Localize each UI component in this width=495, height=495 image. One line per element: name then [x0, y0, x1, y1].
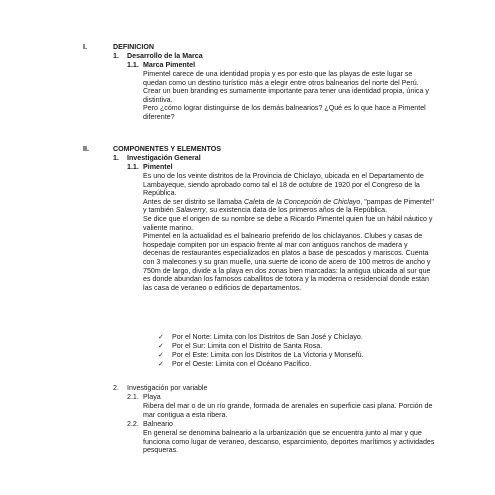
list-item: ✓ Por el Sur: Limita con el Distrito de Santa Rosa.: [158, 342, 323, 350]
subsection-title-desarrollo-marca: Desarrollo de la Marca: [127, 52, 203, 60]
paragraph: Antes de ser distrito se llamaba Caleta de la Concepción de Chiclayo, "pampas de Pimentel" y también Salaverry, su existencia data de los primeros años de la República.: [143, 197, 434, 215]
section-number-1: I.: [83, 43, 87, 51]
section-number-2: II.: [83, 145, 89, 153]
subsection-number: 2.: [113, 384, 119, 392]
subsubsection-number: 2.2.: [127, 420, 139, 428]
pimentel-text: [143, 172, 435, 292]
subsubsection-number: 1.1.: [127, 61, 139, 69]
checkmark-icon: ✓: [158, 342, 164, 350]
list-item: ✓ Por el Norte: Limita con los Distritos de San José y Chiclayo.: [158, 333, 363, 341]
subsection-number: 1.: [113, 154, 119, 162]
subsubsection-title-balneario: Balneario: [143, 420, 173, 428]
paragraph: Pimentel carece de una identidad propia y es por esto que las playas de este lugar se quedan como un destino turístico más a elegir entre otros balnearios del norte del Perú.: [143, 70, 419, 87]
list-item: ✓ Por el Este: Limita con los Distritos de La Victoria y Monsefú.: [158, 351, 364, 359]
subsection-title-investigacion-general: Investigación General: [127, 154, 201, 162]
paragraph: Se dice que el origen de su nombre se debe a Ricardo Pimentel quien fue un hábil náutico y valiente marino.: [143, 214, 433, 232]
subsection-title-investigacion-variable: Investigación por variable: [127, 384, 208, 392]
balneario-text: En general se denomina balneario a la urbanización que se encuentra junto al mar y que funciona como lugar de veraneo, descanso, esparcimiento, deportes marítimos y actividades pesqueras.: [143, 429, 435, 455]
section-title-definicion: DEFINICION: [113, 43, 154, 51]
checkmark-icon: ✓: [158, 360, 164, 368]
section-title-componentes: COMPONENTES Y ELEMENTOS: [113, 145, 222, 153]
subsubsection-number: 1.1.: [127, 163, 139, 171]
paragraph: Es uno de los veinte distritos de la Provincia de Chiclayo, ubicada en el Departamento de Lambayeque, siendo aprobado como tal el 18 de octubre de 1920 por el Congreso de la República.: [143, 172, 424, 198]
playa-text: Ribera del mar o de un río grande, formada de arenales en superficie casi plana. Porción de mar contigua a esta ribera.: [143, 402, 433, 419]
subsubsection-number: 2.1.: [127, 393, 139, 401]
subsubsection-title-marca-pimentel: Marca Pimentel: [143, 61, 196, 69]
subsubsection-title-playa: Playa: [143, 393, 161, 401]
paragraph: Pimentel en la actualidad es el balneario preferido de los chiclayanos. Clubes y casas de hospedaje compiten por un espacio frente al mar con antiguos ranchos de madera y decenas de restaurantes especializados en platos a base de pescados y mariscos. Cuenta con 3 malecones y su gran muelle, una suerte de icono de acero de 100 metros de ancho y 750m de largo, divide a la playa en dos zonas bien marcadas: la antigua ubicada al sur que es donde abundan los famosos caballitos de totora y la moderna o residencial donde están las casa de veraneo o edificios de departamentos.: [143, 232, 431, 292]
subsubsection-title-pimentel: Pimentel: [143, 163, 173, 171]
checkmark-icon: ✓: [158, 333, 164, 341]
subsection-number: 1.: [113, 52, 119, 60]
paragraph: Pero ¿cómo lograr distinguirse de los demás balnearios? ¿Qué es lo que hace a Pimentel diferente?: [143, 104, 426, 121]
checkmark-icon: ✓: [158, 351, 164, 359]
list-item: ✓ Por el Oeste: Limita con el Océano Pacífico.: [158, 360, 312, 368]
marca-pimentel-text: [143, 70, 433, 122]
paragraph: Crear un buen branding es sumamente importante para tener una identidad propia, única y distintiva.: [143, 87, 429, 104]
